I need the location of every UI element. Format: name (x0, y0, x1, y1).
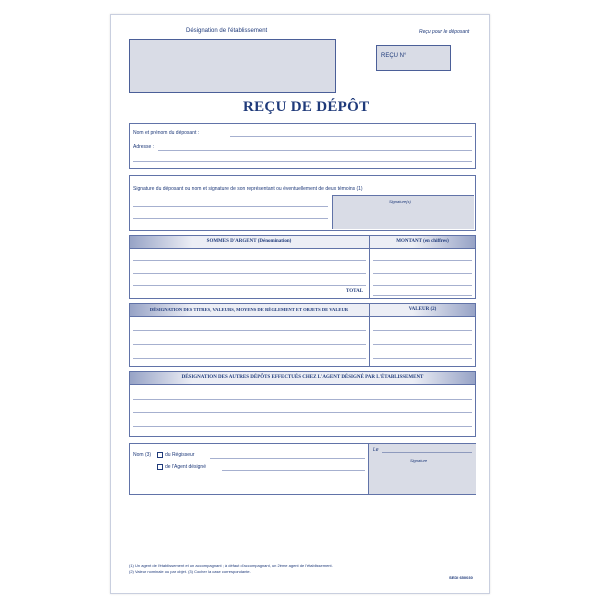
address-line-2[interactable] (133, 161, 472, 162)
representative-line-2[interactable] (133, 218, 328, 219)
agent-signature-box[interactable] (368, 444, 476, 494)
signature-box[interactable] (332, 195, 474, 229)
securities-row-line-3[interactable] (133, 358, 366, 359)
securities-col-value-header: VALEUR (2) (408, 307, 437, 312)
address-line-1[interactable] (158, 150, 472, 151)
money-table-divider (369, 236, 370, 298)
securities-table (129, 303, 476, 367)
deposit-receipt-form (110, 14, 490, 594)
depositor-name-line[interactable] (230, 136, 472, 137)
agent-designe-checkbox[interactable] (157, 464, 163, 470)
signature-box-label: Signature(s) (389, 199, 411, 204)
receipt-number-box[interactable] (376, 45, 451, 71)
other-deposits-header: DÉSIGNATION DES AUTRES DÉPÔTS EFFECTUÉS CHEZ L'AGENT DÉSIGNÉ PAR L'ÉTABLISSEMENT (181, 375, 424, 380)
amount-row-line-3[interactable] (373, 285, 472, 286)
date-line[interactable] (382, 452, 472, 453)
other-deposits-line-3[interactable] (133, 426, 472, 427)
securities-col-designation-header: DÉSIGNATION DES TITRES, VALEURS, MOYENS DE RÈGLEMENT ET OBJETS DE VALEUR (149, 307, 349, 312)
value-row-line-3[interactable] (373, 358, 472, 359)
money-col-denomination-header: SOMMES D'ARGENT (Dénomination) (206, 239, 292, 244)
form-reference: SEDI 650030 (449, 575, 473, 580)
establishment-label: Désignation de l'établissement (186, 28, 268, 34)
securities-table-divider (369, 304, 370, 366)
other-deposits-table (129, 371, 476, 437)
regisseur-checkbox[interactable] (157, 452, 163, 458)
depositor-name-label: Nom et prénom du déposant : (133, 130, 200, 136)
money-col-amount-header: MONTANT (en chiffres) (396, 239, 449, 244)
total-amount-line[interactable] (373, 295, 472, 296)
securities-row-line-2[interactable] (133, 344, 366, 345)
value-row-line-2[interactable] (373, 344, 472, 345)
date-label: Le (373, 447, 379, 453)
regisseur-label: du Régisseur (165, 452, 195, 458)
money-table (129, 235, 476, 299)
depositor-section (129, 123, 476, 169)
value-row-line-1[interactable] (373, 330, 472, 331)
money-row-line-1[interactable] (133, 260, 366, 261)
representative-line-1[interactable] (133, 206, 328, 207)
money-table-header (130, 236, 475, 249)
securities-table-header (130, 304, 475, 317)
footnote-1: (1) Un agent de l'établissement et un accompagnant ; à défaut d'accompagnant, un 2ème agent de l'établissement. (129, 563, 333, 568)
receipt-number-label: REÇU N° (381, 53, 407, 59)
other-deposits-line-1[interactable] (133, 399, 472, 400)
other-deposits-header-band (130, 372, 475, 385)
money-row-line-2[interactable] (133, 273, 366, 274)
money-row-line-3[interactable] (133, 285, 366, 286)
establishment-box[interactable] (129, 39, 336, 93)
signature-instruction: Signature du déposant ou nom et signature de son représentant ou éventuellement de deux témoins (1) (133, 186, 363, 192)
address-label: Adresse : (133, 144, 155, 150)
agent-designe-name-line[interactable] (222, 470, 365, 471)
agent-section (129, 443, 476, 495)
total-label: TOTAL (346, 289, 364, 294)
amount-row-line-1[interactable] (373, 260, 472, 261)
footnote-2: (2) Valeur nominale ou par objet. (3) Cocher la case correspondante. (129, 569, 251, 574)
page-title: REÇU DE DÉPÔT (243, 99, 370, 115)
securities-row-line-1[interactable] (133, 330, 366, 331)
agent-designe-label: de l'Agent désigné (165, 464, 206, 470)
signature-section (129, 175, 476, 231)
agent-nom-label: Nom (3) (133, 452, 152, 458)
regisseur-name-line[interactable] (210, 458, 365, 459)
other-deposits-line-2[interactable] (133, 412, 472, 413)
receipt-for-depositor-label: Reçu pour le déposant (419, 29, 470, 35)
amount-row-line-2[interactable] (373, 273, 472, 274)
agent-signature-label: Signature (410, 458, 428, 463)
